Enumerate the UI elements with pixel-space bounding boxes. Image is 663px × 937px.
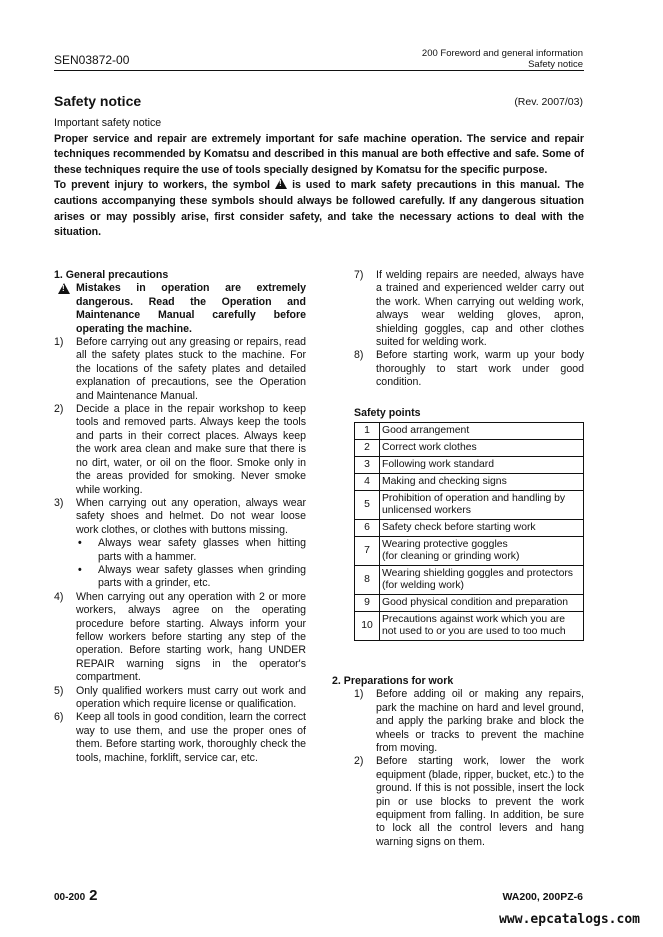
list-item: 1) Before carrying out any greasing or repairs, read all the safety plates stuck to the machine. For the locations of the safety plates and detailed explanation of precautions, see the Operation and Maintenance Manual. — [54, 336, 306, 402]
section-title: 200 Foreword and general information — [421, 48, 583, 59]
section-2 — [332, 675, 584, 849]
table-row — [355, 491, 584, 520]
safety-points-table — [354, 422, 584, 641]
intro-subhead: Important safety notice — [54, 117, 162, 129]
intro-paragraph-1: Proper service and repair are extremely important for safe machine operation. The service and repair techniques recommended by Komatsu and described in this manual are both effective and safe. Some of these techniques require the use of tools specially designed by Komatsu for the specific purpose. — [54, 132, 584, 176]
safety-points-title: Safety points — [354, 407, 421, 419]
row-text: Wearing shielding goggles and protectors (for welding work) — [380, 566, 584, 595]
page-title: Safety notice — [54, 93, 142, 109]
header-rule — [54, 70, 584, 71]
table-row — [355, 520, 584, 537]
page-footer-left — [54, 887, 97, 904]
row-number: 3 — [355, 457, 380, 474]
row-text: Good physical condition and preparation — [380, 595, 584, 612]
list-item: 5) Only qualified workers must carry out work and operation which require license or qualification. — [54, 684, 306, 710]
list-item: 8) Before starting work, warm up your body thoroughly to start work under good condition. — [354, 349, 584, 389]
table-row — [355, 457, 584, 474]
intro-paragraph-2: To prevent injury to workers, the symbol ! is used to mark safety precautions in this manual. The cautions accompanying these symbols should always be followed carefully. If any dangerous situation arises or may possibly arise, first consider safety, and take the necessary actions to deal with the situation. — [54, 178, 584, 240]
list-item: 6) Keep all tools in good condition, learn the correct way to use them, and use the proper ones of them. Before starting work, thoroughly check the tools, machine, forklift, service car, etc. — [54, 711, 306, 764]
list-item: 4) When carrying out any operation with 2 or more workers, always agree on the operating procedure before starting. Always inform your fellow workers before starting any step of the operation. Before starting work, hang UNDER REPAIR warning signs in the operator's compartment. — [54, 590, 306, 684]
page-number: 2 — [89, 887, 98, 904]
safety-points — [354, 407, 584, 641]
table-row — [355, 440, 584, 457]
watermark-text: www.epcatalogs.com — [499, 912, 640, 927]
row-number: 10 — [355, 612, 380, 641]
row-number: 2 — [355, 440, 380, 457]
section-2-heading: 2. Preparations for work — [332, 675, 454, 687]
row-number: 8 — [355, 566, 380, 595]
revision-label: (Rev. 2007/03) — [514, 96, 583, 108]
model-label: WA200, 200PZ-6 — [502, 891, 583, 903]
table-row — [355, 474, 584, 491]
table-row — [355, 537, 584, 566]
table-row — [355, 595, 584, 612]
list-item: 3) When carrying out any operation, always wear safety shoes and helmet. Do not wear loose work clothes, or clothes with buttons missing. — [54, 496, 306, 536]
table-row — [355, 423, 584, 440]
table-row — [355, 612, 584, 641]
warning-triangle-icon — [58, 283, 70, 294]
row-text: Wearing protective goggles (for cleaning or grinding work) — [380, 537, 584, 566]
bullet-item: • Always wear safety glasses when hitting parts with a hammer. — [78, 537, 306, 563]
subsection-title: Safety notice — [528, 59, 583, 70]
warning-triangle-icon — [275, 178, 287, 189]
row-text: Good arrangement — [380, 423, 584, 440]
row-text: Prohibition of operation and handling by unlicensed workers — [380, 491, 584, 520]
list-item: 1) Before adding oil or making any repairs, park the machine on hard and level ground, and apply the parking brake and block the wheels or tracks to prevent the machine from moving. — [354, 688, 584, 755]
row-text: Safety check before starting work — [380, 520, 584, 537]
row-number: 7 — [355, 537, 380, 566]
row-number: 5 — [355, 491, 380, 520]
bullet-item: • Always wear safety glasses when grinding parts with a grinder, etc. — [78, 563, 306, 590]
section-1-warning: ! Mistakes in operation are extremely dangerous. Read the Operation and Maintenance Manual carefully before operating the machine. — [54, 282, 306, 336]
list-item: 2) Decide a place in the repair workshop to keep tools and removed parts. Always keep the tools and parts in their correct places. Always keep the work area clean and make sure that there is no dirt, water, or oil on the floor. Smoke only in the areas provided for smoking. Never smoke while working. — [54, 403, 306, 496]
list-item: 7) If welding repairs are needed, always have a trained and experienced welder carry out the work. When carrying out welding work, always wear welding gloves, apron, shielding goggles, cap and other clothes suited for welding work. — [354, 269, 584, 349]
row-number: 6 — [355, 520, 380, 537]
document-code: SEN03872-00 — [54, 53, 130, 67]
row-number: 4 — [355, 474, 380, 491]
section-header — [422, 48, 583, 70]
table-row — [355, 566, 584, 595]
row-text: Correct work clothes — [380, 440, 584, 457]
row-text: Making and checking signs — [380, 474, 584, 491]
page-code: 00-200 — [54, 892, 86, 903]
row-text: Precautions against work which you are not used to or you are used to too much — [380, 612, 584, 641]
right-column — [354, 269, 584, 390]
row-number: 1 — [355, 423, 380, 440]
intro-block — [54, 116, 584, 241]
left-column — [54, 269, 306, 765]
row-number: 9 — [355, 595, 380, 612]
section-1-heading: 1. General precautions — [54, 269, 169, 281]
list-item: 2) Before starting work, lower the work equipment (blade, ripper, bucket, etc.) to the ground. If this is not possible, insert the lock pin or use blocks to prevent the work equipment from falling. In addition, be sure to lock all the control levers and hang warning signs on them. — [354, 755, 584, 848]
row-text: Following work standard — [380, 457, 584, 474]
